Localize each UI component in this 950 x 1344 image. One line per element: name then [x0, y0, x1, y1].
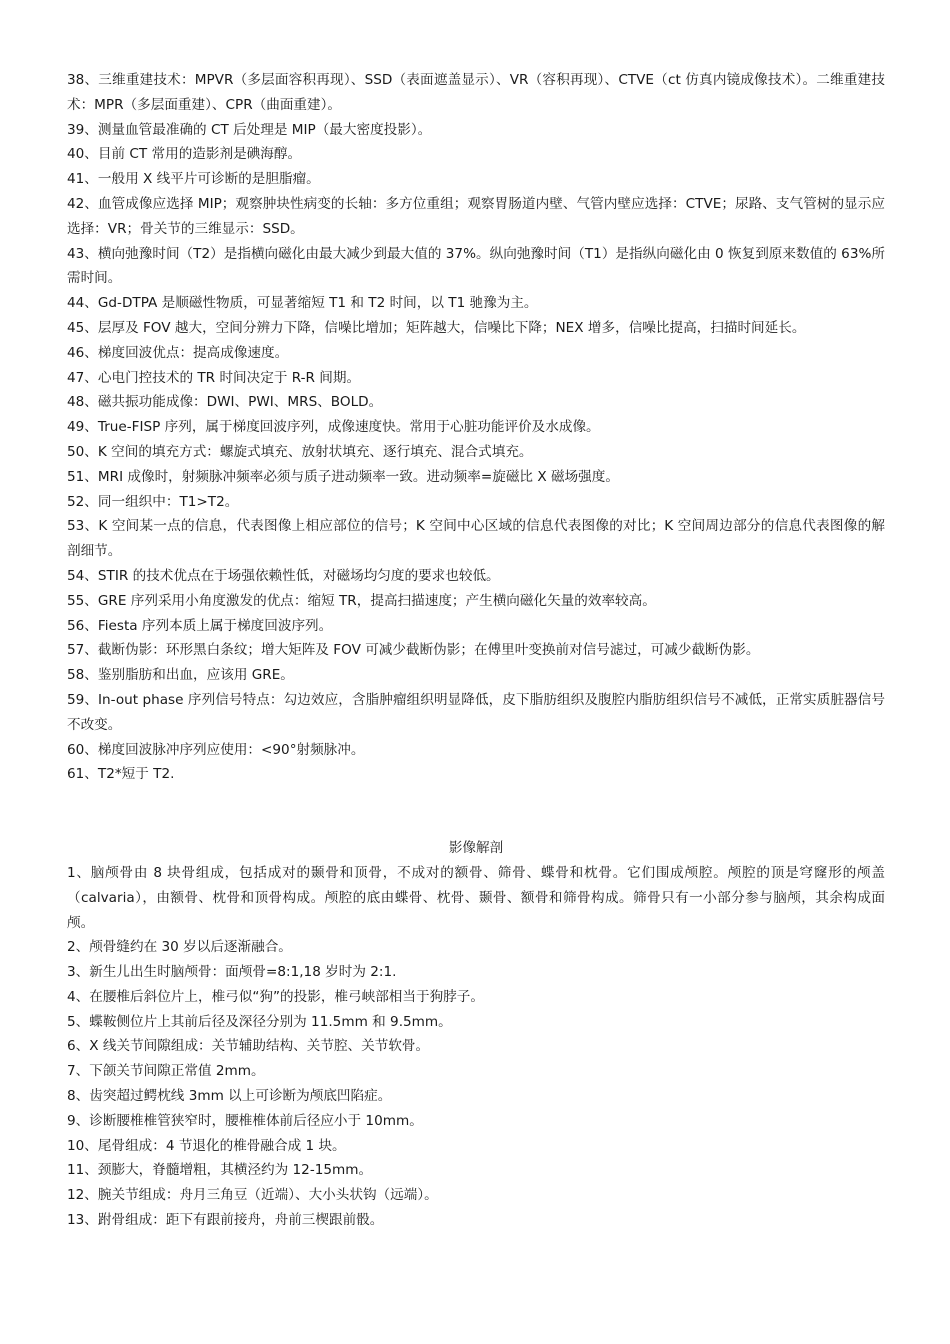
list-item: 12、腕关节组成：舟月三角豆（近端）、大小头状钩（远端）。: [67, 1187, 438, 1204]
list-item: 8、齿突超过鳄枕线 3mm 以上可诊断为颅底凹陷症。: [67, 1088, 392, 1105]
list-item: 54、STIR 的技术优点在于场强依赖性低，对磁场均匀度的要求也较低。: [67, 567, 500, 584]
list-item: 6、X 线关节间隙组成：关节辅助结构、关节腔、关节软骨。: [67, 1038, 430, 1055]
list-item: 61、T2*短于 T2.: [67, 766, 175, 783]
document-content: [67, 68, 885, 1233]
list-item: 2、颅骨缝约在 30 岁以后逐渐融合。: [67, 939, 292, 956]
list-item: 10、尾骨组成：4 节退化的椎骨融合成 1 块。: [67, 1137, 346, 1154]
ct-mri-notes-section: [67, 68, 885, 787]
list-item: 13、跗骨组成：距下有跟前接舟，舟前三楔跟前骰。: [67, 1212, 384, 1229]
imaging-anatomy-section: [67, 836, 885, 1233]
list-item: 9、诊断腰椎椎管狭窄时，腰椎椎体前后径应小于 10mm。: [67, 1112, 423, 1129]
list-item: 11、颈膨大，脊髓增粗，其横泾约为 12-15mm。: [67, 1162, 373, 1179]
list-item: 43、横向弛豫时间（T2）是指横向磁化由最大减少到最大值的 37%。纵向弛豫时间（T1）是指纵向磁化由 0 恢复到原来数值的 63%所需时间。: [67, 245, 885, 287]
list-item: 42、血管成像应选择 MIP；观察肿块性病变的长轴：多方位重组；观察胃肠道内壁、气管内壁应选择：CTVE；尿路、支气管树的显示应选择：VR；骨关节的三维显示：SSD。: [67, 195, 885, 237]
list-item: 1、脑颅骨由 8 块骨组成，包括成对的颞骨和顶骨，不成对的额骨、筛骨、蝶骨和枕骨。它们围成颅腔。颅腔的顶是穹窿形的颅盖（calvaria），由额骨、枕骨和顶骨构成。颅腔的底由蝶骨、枕骨、颞骨、额骨和筛骨构成。筛骨只有一小部分参与脑颅，其余构成面颅。: [67, 864, 885, 931]
list-item: 56、Fiesta 序列本质上属于梯度回波序列。: [67, 617, 333, 634]
list-item: 60、梯度回波脉冲序列应使用：<90°射频脉冲。: [67, 741, 365, 758]
list-item: 52、同一组织中：T1>T2。: [67, 493, 239, 510]
list-item: 3、新生儿出生时脑颅骨：面颅骨=8:1,18 岁时为 2:1.: [67, 964, 397, 981]
list-item: 49、True-FISP 序列，属于梯度回波序列，成像速度快。常用于心脏功能评价及水成像。: [67, 419, 600, 436]
list-item: 4、在腰椎后斜位片上，椎弓似“狗”的投影，椎弓峡部相当于狗脖子。: [67, 988, 484, 1005]
list-item: 5、蝶鞍侧位片上其前后径及深径分别为 11.5mm 和 9.5mm。: [67, 1013, 452, 1030]
list-item: 46、梯度回波优点：提高成像速度。: [67, 344, 289, 361]
list-item: 53、K 空间某一点的信息，代表图像上相应部位的信号；K 空间中心区域的信息代表图像的对比；K 空间周边部分的信息代表图像的解剖细节。: [67, 518, 885, 560]
list-item: 41、一般用 X 线平片可诊断的是胆脂瘤。: [67, 171, 320, 188]
list-item: 45、层厚及 FOV 越大，空间分辨力下降，信噪比增加；矩阵越大，信噪比下降；NEX 增多，信噪比提高，扫描时间延长。: [67, 319, 806, 336]
list-item: 38、三维重建技术：MPVR（多层面容积再现）、SSD（表面遮盖显示）、VR（容积再现）、CTVE（ct 仿真内镜成像技术）。二维重建技术：MPR（多层面重建）、CPR（曲面重建）。: [67, 72, 885, 113]
section-gap: [67, 787, 885, 836]
list-item: 47、心电门控技术的 TR 时间决定于 R-R 间期。: [67, 369, 361, 386]
list-item: 7、下颌关节间隙正常值 2mm。: [67, 1063, 265, 1080]
section-title: 影像解剖: [448, 840, 504, 857]
list-item: 59、In-out phase 序列信号特点：勾边效应，含脂肿瘤组织明显降低，皮下脂肪组织及腹腔内脂肪组织信号不减低，正常实质脏器信号不改变。: [67, 691, 885, 733]
list-item: 58、鉴别脂肪和出血，应该用 GRE。: [67, 667, 294, 684]
list-item: 57、截断伪影：环形黑白条纹；增大矩阵及 FOV 可减少截断伪影；在傅里叶变换前对信号滤过，可减少截断伪影。: [67, 642, 760, 659]
list-item: 50、K 空间的填充方式：螺旋式填充、放射状填充、逐行填充、混合式填充。: [67, 443, 533, 460]
list-item: 40、目前 CT 常用的造影剂是碘海醇。: [67, 146, 302, 163]
list-item: 39、测量血管最准确的 CT 后处理是 MIP（最大密度投影）。: [67, 121, 432, 138]
list-item: 51、MRI 成像时，射频脉冲频率必须与质子进动频率一致。进动频率=旋磁比 X 磁场强度。: [67, 468, 619, 485]
list-item: 44、Gd-DTPA 是顺磁性物质，可显著缩短 T1 和 T2 时间，以 T1 驰豫为主。: [67, 295, 538, 312]
list-item: 55、GRE 序列采用小角度激发的优点：缩短 TR，提高扫描速度；产生横向磁化矢量的效率较高。: [67, 592, 656, 609]
list-item: 48、磁共振功能成像：DWI、PWI、MRS、BOLD。: [67, 394, 383, 411]
